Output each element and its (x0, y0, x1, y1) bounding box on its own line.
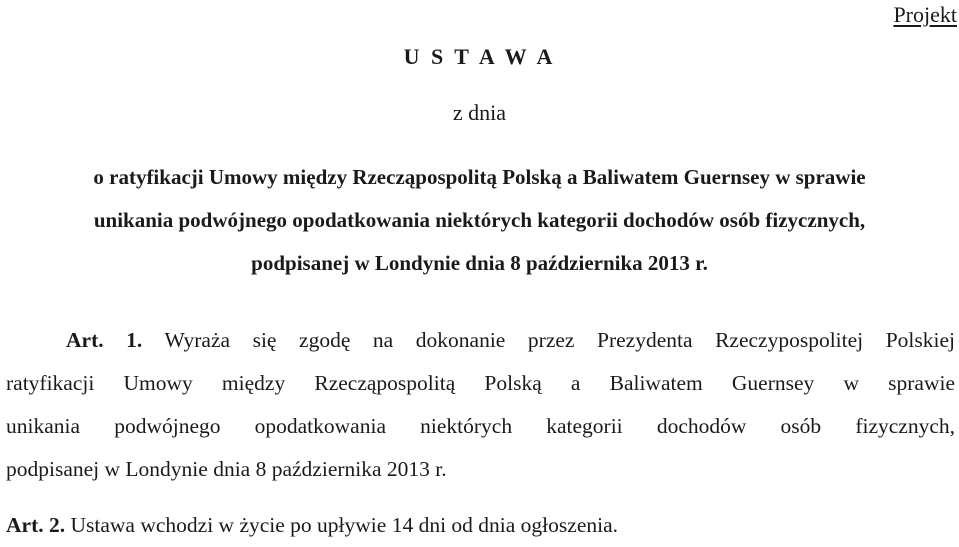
article-2-text: Ustawa wchodzi w życie po upływie 14 dni od dnia ogłoszenia. (70, 513, 618, 537)
act-subject-line: unikania podwójnego opodatkowania niektórych kategorii dochodów osób fizycznych, (93, 208, 866, 232)
article-1-label: Art. 1. (66, 328, 143, 352)
article-1-line: ratyfikacji Umowy między Rzecząpospolitą Polską a Baliwatem Guernsey w sprawie (6, 371, 955, 395)
act-date-line: z dnia (452, 100, 507, 125)
article-1-line: podpisanej w Londynie dnia 8 października 2013 r. (6, 457, 447, 481)
draft-label: Projekt (893, 2, 957, 27)
article-1 (6, 319, 955, 491)
article-1-line: unikania podwójnego opodatkowania niektórych kategorii dochodów osób fizycznych, (6, 414, 955, 438)
article-2 (6, 504, 955, 547)
article-1-line (6, 319, 955, 362)
act-subject-line: o ratyfikacji Umowy między Rzecząpospolitą Polską a Baliwatem Guernsey w sprawie (93, 165, 866, 189)
article-2-label: Art. 2. (6, 513, 66, 537)
act-subject-line: podpisanej w Londynie dnia 8 października 2013 r. (251, 251, 708, 275)
act-type-heading: U S T A W A (403, 44, 556, 69)
article-1-text: Wyraża się zgodę na dokonanie przez Prezydenta Rzeczypospolitej Polskiej (164, 328, 955, 352)
act-subject (0, 156, 959, 285)
